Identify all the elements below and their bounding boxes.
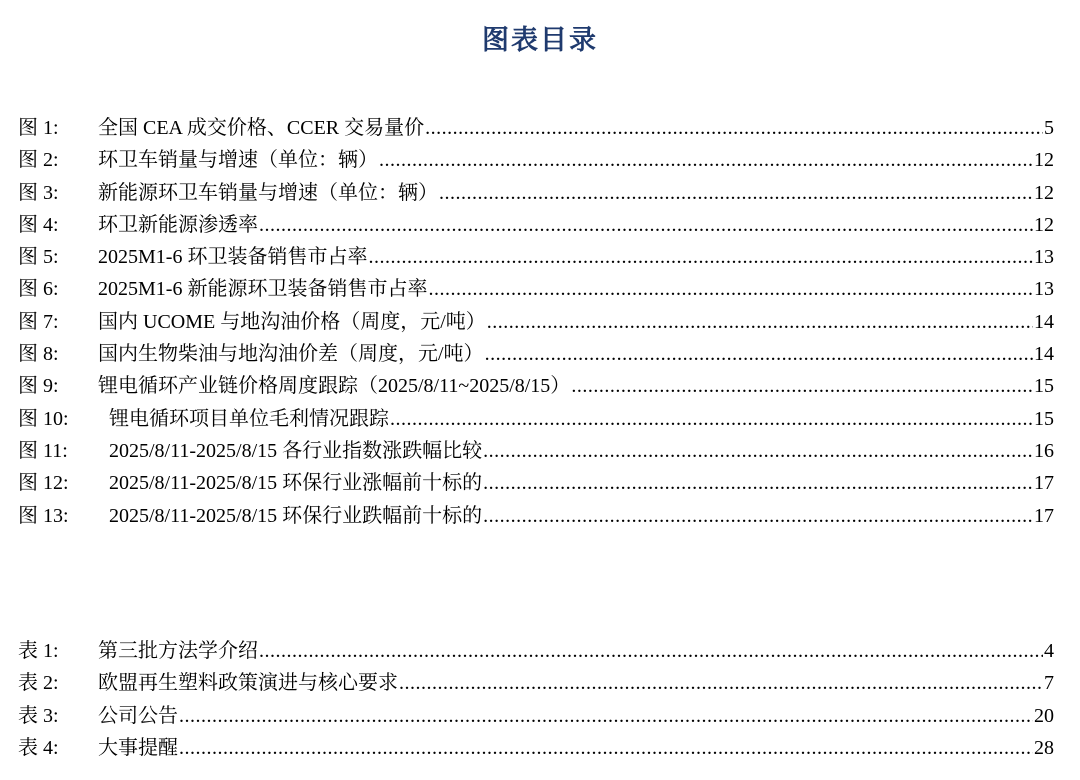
- entry-label: 图 1:: [18, 117, 59, 139]
- toc-entry-figure-7[interactable]: [18, 306, 1054, 338]
- page-number: 7: [1044, 672, 1054, 695]
- entry-label: 表 3:: [18, 704, 59, 727]
- entry-label: 表 4:: [18, 736, 59, 759]
- entry-title: 环卫车销量与增速（单位：辆）: [98, 149, 378, 172]
- page-number: 20: [1034, 704, 1054, 727]
- entry-label: 图 9:: [18, 375, 59, 398]
- entry-title: 2025/8/11-2025/8/15 环保行业跌幅前十标的: [109, 504, 483, 527]
- entry-label: 表 2:: [18, 672, 59, 695]
- toc-entry-table-3[interactable]: [18, 700, 1054, 732]
- entry-label: 图 3:: [18, 181, 59, 204]
- dot-leader: [487, 306, 1033, 338]
- entry-title: 欧盟再生塑料政策演进与核心要求: [98, 672, 398, 695]
- toc-entry-table-4[interactable]: [18, 732, 1054, 764]
- entry-title: 第三批方法学介绍: [98, 640, 258, 662]
- page-number: 14: [1034, 310, 1054, 333]
- dot-leader: [379, 144, 1033, 176]
- page-number: 15: [1034, 407, 1054, 430]
- table-list: [18, 635, 1054, 764]
- page-number: 12: [1034, 213, 1054, 236]
- entry-title: 国内生物柴油与地沟油价差（周度，元/吨）: [98, 343, 484, 366]
- page-number: 13: [1034, 246, 1054, 269]
- dot-leader: [259, 635, 1043, 667]
- entry-title: 全国 CEA 成交价格、CCER 交易量价: [98, 117, 425, 139]
- page-number: 12: [1034, 149, 1054, 172]
- entry-title: 新能源环卫车销量与增速（单位：辆）: [98, 181, 438, 204]
- toc-entry-figure-2[interactable]: [18, 144, 1054, 176]
- entry-label: 图 12:: [18, 472, 69, 495]
- page-number: 13: [1034, 278, 1054, 301]
- dot-leader: [483, 435, 1033, 467]
- entry-title: 锂电循环产业链价格周度跟踪（2025/8/11~2025/8/15）: [98, 375, 571, 398]
- entry-label: 图 8:: [18, 343, 59, 366]
- entry-title: 2025M1-6 环卫装备销售市占率: [98, 246, 368, 269]
- entry-label: 图 13:: [18, 504, 69, 527]
- dot-leader: [425, 112, 1043, 144]
- toc-entry-figure-1[interactable]: [18, 112, 1054, 144]
- toc-entry-figure-12[interactable]: [18, 467, 1054, 499]
- entry-label: 图 11:: [18, 439, 68, 462]
- dot-leader: [179, 700, 1033, 732]
- entry-title: 大事提醒: [98, 736, 178, 759]
- entry-label: 表 1:: [18, 640, 59, 662]
- entry-label: 图 6:: [18, 278, 59, 301]
- toc-entry-figure-5[interactable]: [18, 241, 1054, 273]
- dot-leader: [399, 667, 1043, 699]
- entry-title: 2025/8/11-2025/8/15 环保行业涨幅前十标的: [109, 472, 483, 495]
- dot-leader: [485, 338, 1033, 370]
- entry-title: 环卫新能源渗透率: [98, 213, 258, 236]
- page-number: 17: [1034, 504, 1054, 527]
- dot-leader: [483, 467, 1033, 499]
- dot-leader: [259, 209, 1033, 241]
- entry-label: 图 7:: [18, 310, 59, 333]
- toc-entry-figure-8[interactable]: [18, 338, 1054, 370]
- page-number: 12: [1034, 181, 1054, 204]
- page-number: 16: [1034, 439, 1054, 462]
- dot-leader: [571, 370, 1033, 402]
- page-number: 17: [1034, 472, 1054, 495]
- dot-leader: [368, 241, 1033, 273]
- entry-title: 2025/8/11-2025/8/15 各行业指数涨跌幅比较: [109, 439, 483, 462]
- toc-entry-figure-9[interactable]: [18, 370, 1054, 402]
- toc-entry-table-2[interactable]: [18, 667, 1054, 699]
- dot-leader: [390, 403, 1033, 435]
- page-number: 4: [1044, 640, 1054, 662]
- toc-entry-figure-11[interactable]: [18, 435, 1054, 467]
- page-title: 图表目录: [482, 25, 598, 56]
- page-number: 5: [1044, 117, 1054, 139]
- entry-title: 公司公告: [98, 704, 178, 727]
- toc-entry-figure-13[interactable]: [18, 500, 1054, 532]
- dot-leader: [428, 273, 1033, 305]
- entry-label: 图 2:: [18, 149, 59, 172]
- toc-entry-table-1[interactable]: [18, 635, 1054, 667]
- toc-entry-figure-4[interactable]: [18, 209, 1054, 241]
- dot-leader: [439, 177, 1033, 209]
- toc-entry-figure-3[interactable]: [18, 177, 1054, 209]
- figure-list: [18, 112, 1054, 532]
- dot-leader: [179, 732, 1033, 764]
- toc-entry-figure-10[interactable]: [18, 403, 1054, 435]
- toc-entry-figure-6[interactable]: [18, 273, 1054, 305]
- page-number: 15: [1034, 375, 1054, 398]
- entry-label: 图 10:: [18, 407, 69, 430]
- page-number: 14: [1034, 343, 1054, 366]
- entry-title: 锂电循环项目单位毛利情况跟踪: [109, 407, 389, 430]
- entry-title: 2025M1-6 新能源环卫装备销售市占率: [98, 278, 428, 301]
- page-number: 28: [1034, 736, 1054, 759]
- entry-label: 图 5:: [18, 246, 59, 269]
- dot-leader: [483, 500, 1033, 532]
- entry-title: 国内 UCOME 与地沟油价格（周度，元/吨）: [98, 310, 486, 333]
- entry-label: 图 4:: [18, 213, 59, 236]
